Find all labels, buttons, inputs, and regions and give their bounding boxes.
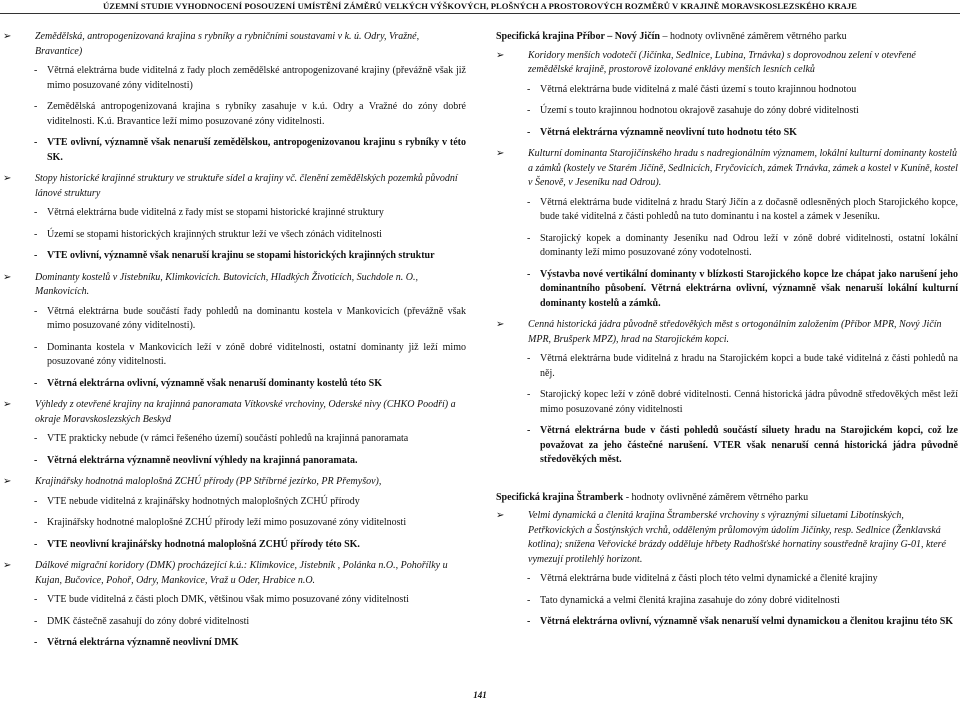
- sub-item-conclusion: - Větrná elektrárna významně neovlivní tuto hodnotu této SK: [527, 126, 797, 138]
- sub-item: - Starojický kopek a dominanty Jeseníku nad Odrou leží v zóně dobré viditelnosti, ostatní lokální dominanty leží mimo posuzované zóny vodotelnosti.: [527, 232, 958, 258]
- arrow-bullet-icon: ➢: [496, 510, 505, 521]
- arrow-bullet-icon: ➢: [496, 148, 505, 159]
- arrow-bullet-icon: ➢: [3, 173, 12, 184]
- bullet-item: ➢ Zemědělská, antropogenizovaná krajina s rybníky a rybničními soustavami v k. ú. Odry, Vražné, Bravantice): [3, 31, 420, 57]
- sub-item-conclusion: - Větrná elektrárna bude v části pohledů součástí siluety hradu na Starojickém kopci, což lze považovat za jeho částečné narušení. VTER však nenaruší cenná historická jádra původně středověkých měst.: [527, 425, 958, 465]
- sub-item: - Větrná elektrárna bude viditelná z hradu na Starojickém kopci a bude také viditelná z části pohledů na něj.: [527, 353, 958, 379]
- arrow-bullet-icon: ➢: [3, 560, 12, 571]
- bullet-item: ➢ Stopy historické krajinné struktury ve struktuře sídel a krajiny vč. členění zemědělských pozemků původní lánové struktury: [3, 173, 458, 199]
- arrow-bullet-icon: ➢: [3, 271, 12, 283]
- sub-item: - VTE prakticky nebude (v rámci řešeného území) součástí pohledů na krajinná panoramata: [34, 433, 409, 444]
- sub-item: - Větrná elektrárna bude viditelná z malé části území s touto krajinnou hodnotou: [527, 83, 857, 95]
- sub-item: - Území s touto krajinnou hodnotou okrajově zasahuje do zóny dobré viditelnosti: [527, 105, 859, 116]
- sub-item: - Větrná elektrárna bude viditelná z části ploch této velmi dynamické a členité krajiny: [527, 573, 878, 584]
- arrow-bullet-icon: ➢: [3, 476, 12, 487]
- bullet-item: ➢ Výhledy z otevřené krajiny na krajinná panoramata Vítkovské vrchoviny, Oderské nivy (CHKO Poodří) a okraje Moravskoslezských Beskyd: [3, 399, 456, 425]
- bullet-item: ➢ Cenná historická jádra původně středověkých měst s ortogonálním založením (Příbor MPR, Nový Jičín MPR, Brušperk MPZ), hrad na Starojickém kopci.: [496, 319, 942, 345]
- sub-item-conclusion: - Větrná elektrárna ovlivní, významně však nenaruší dominanty kostelů této SK: [34, 377, 383, 389]
- sub-item: - Větrná elektrárna bude viditelná z řady míst se stopami historické krajinné struktury: [34, 207, 384, 218]
- sub-item: - VTE nebude viditelná z krajinářsky hodnotných maloplošných ZCHÚ přírody: [34, 495, 360, 507]
- bullet-item: ➢ Kulturní dominanta Starojičínského hradu s nadregionálním významem, lokální kulturní dominanty kostelů a zámků (kostely ve Starém Jičíně, Sedlnicích, Fryčovicích, zámek Trnávka, zámek a kostel v Kuníně, kostel v Šenově, v Jeseníku nad Odrou).: [496, 148, 958, 188]
- arrow-bullet-icon: ➢: [496, 49, 505, 61]
- sub-item-conclusion: - VTE ovlivní, významně však nenaruší zemědělskou, antropogenizovanou krajinu s rybníky v této SK.: [34, 137, 466, 163]
- sub-item: - Zemědělská antropogenizovaná krajina s rybníky zasahuje v k.ú. Odry a Vražné do zóny dobré viditelnosti. K.ú. Bravantice leží mimo posuzované zóny viditelnosti.: [34, 101, 466, 127]
- sub-item-conclusion: - VTE neovlivní krajinářsky hodnotná maloplošná ZCHÚ přírody této SK.: [34, 538, 360, 550]
- sub-item: - Tato dynamická a velmi členitá krajina zasahuje do zóny dobré viditelnosti: [527, 594, 840, 606]
- sub-item: - Starojický kopec leží v zóně dobré viditelnosti. Cenná historická jádra původně středověkých měst leží mimo posuzované zóny viditelnosti: [527, 389, 958, 415]
- document-header: ÚZEMNÍ STUDIE VYHODNOCENÍ POSOUZENÍ UMÍSTĚNÍ ZÁMĚRŮ VELKÝCH VÝŠKOVÝCH, PLOŠNÝCH A PROSTOROVÝCH ROZMĚRŮ V KRAJINĚ MORAVSKOSLEZSKÉHO KRAJE: [103, 1, 857, 11]
- sub-item: - Krajinářsky hodnotné maloplošné ZCHÚ přírody leží mimo posuzované zóny viditelnosti: [34, 517, 407, 528]
- header-divider: [0, 13, 960, 14]
- sub-item-conclusion: - Větrná elektrárna významně neovlivní výhledy na krajinná panoramata.: [34, 454, 358, 466]
- sub-item-conclusion: - VTE ovlivní, významně však nenaruší krajinu se stopami historických krajinných struktur: [34, 250, 435, 261]
- bullet-item: ➢ Krajinářsky hodnotná maloplošná ZCHÚ přírody (PP Stříbrné jezírko, PR Přemyšov),: [3, 475, 466, 490]
- bullet-item: ➢ Dominanty kostelů v Jistebníku, Klimkovicích. Butovicích, Hladkých Životicích, Suchdole n. O., Mankovicích.: [3, 271, 418, 297]
- arrow-bullet-icon: ➢: [496, 319, 505, 330]
- arrow-bullet-icon: ➢: [3, 399, 12, 410]
- sub-item: - Větrná elektrárna bude součástí řady pohledů na dominantu kostela v Mankovicích (převážně však mimo posuzované zóny viditelnosti).: [34, 305, 466, 331]
- sub-item: - VTE bude viditelná z části ploch DMK, většinou však mimo posuzované zóny viditelnosti: [34, 594, 409, 605]
- sub-item: - Dominanta kostela v Mankovicích leží v zóně dobré viditelnosti, ostatní dominanty již leží mimo posuzované zóny viditelnosti.: [34, 341, 466, 367]
- sub-item-conclusion: - Větrná elektrárna ovlivní, významně však nenaruší velmi dynamickou a členitou krajinu této SK: [527, 616, 954, 627]
- left-column: [3, 30, 466, 658]
- bullet-item: ➢ Koridory menších vodotečí (Jičínka, Sedlnice, Lubina, Trnávka) s doprovodnou zelení v otevřené zemědělské krajině, prostorově izolované enklávy menších lesních celků: [496, 49, 916, 75]
- section-title: Specifická krajina Štramberk - hodnoty ovlivněné záměrem větrného parku: [496, 491, 809, 503]
- bullet-item: ➢ Velmi dynamická a členitá krajina Štramberské vrchoviny s výraznými siluetami Libotínských, Petřkovických a Šostýnských vrchů, odděleným průlomovým údolím Jičínky, resp. Sedlnice (Ženklavská kotlina); snížena Veřovické brázdy odděluje hřbety Radhošťské hornatiny soustředně krajiny G-01, které vymezují protilehlý horizont.: [496, 510, 946, 565]
- sub-item-conclusion: - Větrná elektrárna významně neovlivní DMK: [34, 637, 239, 648]
- sub-item-conclusion: - Výstavba nové vertikální dominanty v blízkosti Starojického kopce lze chápat jako narušení jeho dominantního působení. Větrná elektrárna ovlivní, významně však nenaruší lokální kulturní dominanty kostelů a zámků.: [527, 268, 958, 309]
- arrow-bullet-icon: ➢: [3, 31, 12, 42]
- bullet-item: ➢ Dálkové migrační koridory (DMK) procházející k.ú.: Klimkovice, Jistebník , Polánka n.O., Pohořílky u Kujan, Bučovice, Pohoř, Odry, Mankovice, Vraž u Oder, Hrabice n.O.: [3, 560, 448, 586]
- page-number: 141: [473, 690, 487, 700]
- sub-item: - DMK částečně zasahují do zóny dobré viditelnosti: [34, 615, 250, 627]
- right-column: [496, 30, 958, 637]
- sub-item: - Větrná elektrárna bude viditelná z řady ploch zemědělské antropogenizované krajiny (převážně však již mimo posuzované zóny viditelnosti): [34, 65, 466, 91]
- sub-item: - Větrná elektrárna bude viditelná z hradu Starý Jičín a z dočasně odlesněných ploch Starojického kopce, bude také viditelná z části pohledů na tuto dominantu i na kostel a zámek v Jeseníku.: [527, 196, 958, 222]
- sub-item: - Území se stopami historických krajinných struktur leží ve všech zónách viditelnosti: [34, 228, 382, 240]
- section-title: Specifická krajina Příbor – Nový Jičín – hodnoty ovlivněné záměrem větrného parku: [496, 31, 847, 42]
